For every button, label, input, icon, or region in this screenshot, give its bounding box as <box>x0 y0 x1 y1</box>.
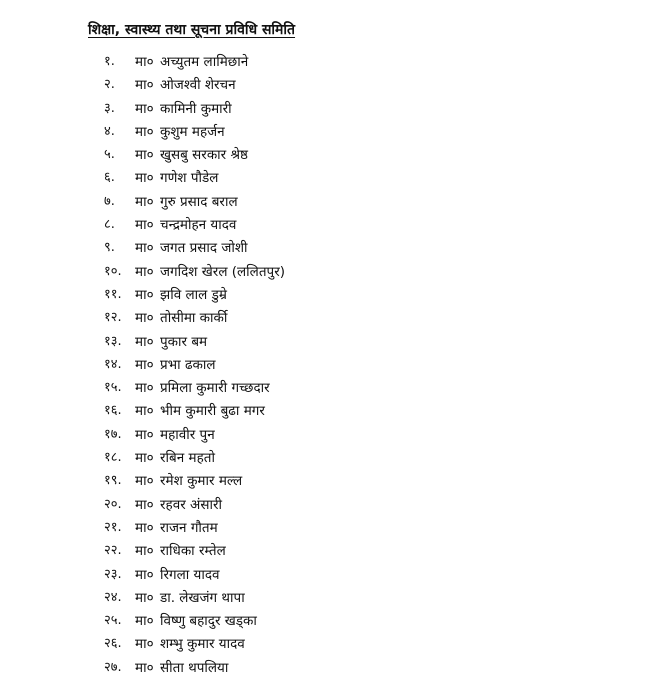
member-name: विष्णु बहादुर खड्का <box>160 613 257 630</box>
list-item <box>0 565 600 588</box>
honorific: मा० <box>135 473 154 490</box>
item-number: १५. <box>104 380 122 396</box>
honorific: मा० <box>135 77 154 94</box>
list-item <box>0 145 600 168</box>
list-item <box>0 355 600 378</box>
member-name: कुशुम महर्जन <box>160 123 225 140</box>
honorific: मा० <box>135 496 154 513</box>
list-item <box>0 238 600 261</box>
list-item <box>0 308 600 331</box>
member-name: सीता थपलिया <box>160 659 229 676</box>
member-name: तोसीमा कार्की <box>160 310 228 327</box>
list-item <box>0 168 600 191</box>
member-name: अच्युतम लामिछाने <box>160 54 249 70</box>
item-number: ६. <box>104 170 115 186</box>
member-name: भीम कुमारी बुढा मगर <box>160 403 265 420</box>
member-name: प्रभा ढकाल <box>160 356 216 373</box>
honorific: मा० <box>135 193 154 210</box>
list-item <box>0 611 600 634</box>
member-name: झवि लाल डुम्रे <box>160 286 227 303</box>
item-number: २४. <box>104 589 122 605</box>
item-number: २०. <box>104 496 122 512</box>
item-number: ९. <box>104 240 115 256</box>
member-name: पुकार बम <box>160 333 208 350</box>
list-item <box>0 192 600 215</box>
honorific: मा० <box>135 170 154 187</box>
member-name: रबिन महतो <box>160 450 215 467</box>
item-number: ११. <box>104 286 122 302</box>
member-name: रहवर अंसारी <box>160 496 222 513</box>
item-number: २१. <box>104 519 122 535</box>
item-number: २५. <box>104 613 122 629</box>
member-name: रिगला यादव <box>160 566 220 583</box>
item-number: १०. <box>104 263 122 279</box>
honorific: मा० <box>135 566 154 583</box>
honorific: मा० <box>135 426 154 443</box>
list-item <box>0 518 600 541</box>
honorific: मा० <box>135 380 154 397</box>
honorific: मा० <box>135 659 154 676</box>
list-item <box>0 215 600 238</box>
honorific: मा० <box>135 217 154 234</box>
item-number: १७. <box>104 426 122 442</box>
item-number: २. <box>104 77 115 93</box>
item-number: १. <box>104 54 115 69</box>
member-name: जगत प्रसाद जोशी <box>160 240 248 257</box>
member-name: राजन गौतम <box>160 519 218 536</box>
member-name: डा. लेखजंग थापा <box>160 589 245 606</box>
list-item <box>0 634 600 657</box>
honorific: मा० <box>135 263 154 280</box>
member-name: चन्द्रमोहन यादव <box>160 217 237 234</box>
member-name: रमेश कुमार मल्ल <box>160 473 243 490</box>
list-item <box>0 122 600 145</box>
list-item <box>0 658 600 681</box>
item-number: १४. <box>104 356 122 372</box>
honorific: मा० <box>135 100 154 117</box>
honorific: मा० <box>135 589 154 606</box>
honorific: मा० <box>135 333 154 350</box>
item-number: २२. <box>104 543 122 559</box>
member-name: ओजश्वी शेरचन <box>160 77 236 94</box>
item-number: १३. <box>104 333 122 349</box>
honorific: मा० <box>135 240 154 257</box>
item-number: ५. <box>104 147 115 163</box>
item-number: २६. <box>104 636 122 652</box>
list-item <box>0 52 600 75</box>
member-list <box>0 52 600 681</box>
honorific: मा० <box>135 636 154 653</box>
honorific: मा० <box>135 543 154 560</box>
honorific: मा० <box>135 356 154 373</box>
item-number: २७. <box>104 659 122 675</box>
item-number: ८. <box>104 217 115 233</box>
committee-title: शिक्षा, स्वास्थ्य तथा सूचना प्रविधि समिति <box>88 22 296 38</box>
item-number: ७. <box>104 193 115 209</box>
item-number: १६. <box>104 403 122 419</box>
member-name: महावीर पुन <box>160 426 215 443</box>
list-item <box>0 471 600 494</box>
list-item <box>0 495 600 518</box>
list-item <box>0 378 600 401</box>
member-name: राधिका रम्तेल <box>160 543 226 560</box>
list-item <box>0 285 600 308</box>
honorific: मा० <box>135 450 154 467</box>
honorific: मा० <box>135 519 154 536</box>
honorific: मा० <box>135 286 154 303</box>
list-item <box>0 401 600 424</box>
list-item <box>0 332 600 355</box>
list-item <box>0 448 600 471</box>
item-number: १२. <box>104 310 122 326</box>
member-name: जगदिश खेरल (ललितपुर) <box>160 263 285 280</box>
member-name: खुसबु सरकार श्रेष्ठ <box>160 147 249 164</box>
list-item <box>0 541 600 564</box>
list-item <box>0 425 600 448</box>
member-name: कामिनी कुमारी <box>160 100 232 117</box>
item-number: २३. <box>104 566 122 582</box>
honorific: मा० <box>135 613 154 630</box>
list-item <box>0 262 600 285</box>
honorific: मा० <box>135 310 154 327</box>
honorific: मा० <box>135 403 154 420</box>
honorific: मा० <box>135 147 154 164</box>
member-name: गुरु प्रसाद बराल <box>160 193 238 210</box>
list-item <box>0 588 600 611</box>
honorific: मा० <box>135 54 154 70</box>
honorific: मा० <box>135 123 154 140</box>
list-item <box>0 75 600 98</box>
list-item <box>0 99 600 122</box>
member-name: गणेश पौडेल <box>160 170 219 187</box>
item-number: १९. <box>104 473 122 489</box>
item-number: ४. <box>104 123 115 139</box>
member-name: शम्भु कुमार यादव <box>160 636 245 653</box>
member-name: प्रमिला कुमारी गच्छदार <box>160 380 270 397</box>
item-number: ३. <box>104 100 115 116</box>
item-number: १८. <box>104 450 122 466</box>
